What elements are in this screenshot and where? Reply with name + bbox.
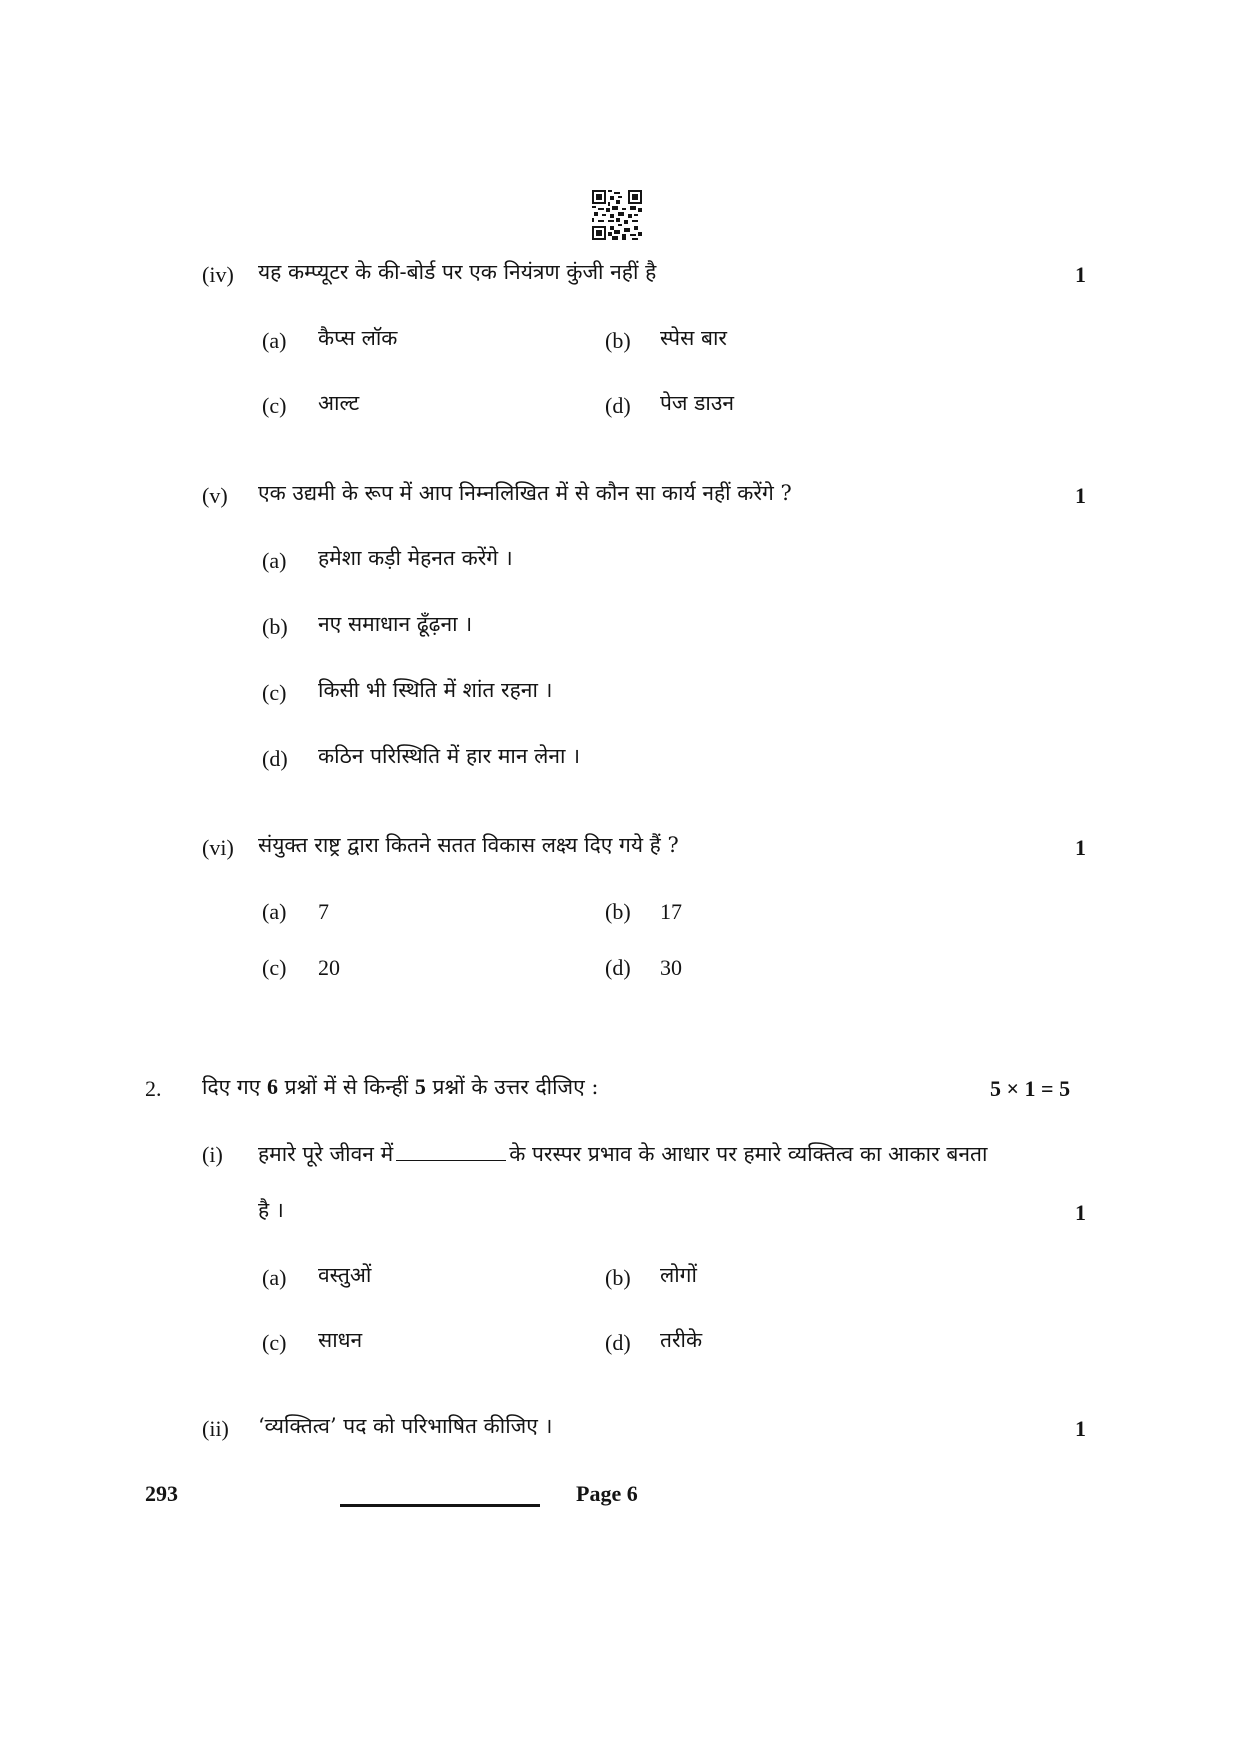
question-text: ‘व्यक्तित्व’ पद को परिभाषित कीजिए ।	[258, 1414, 553, 1438]
question-marks: 1	[1075, 1416, 1086, 1441]
option-text: आल्ट	[318, 391, 360, 415]
question-number: (vi)	[202, 835, 234, 860]
footer-divider	[340, 1504, 540, 1507]
question-text: एक उद्यमी के रूप में आप निम्नलिखित में से कौन सा कार्य नहीं करेंगे ?	[258, 481, 792, 505]
option-label: (c)	[262, 955, 287, 980]
option-text: पेज डाउन	[660, 391, 735, 415]
option-text: 7	[318, 899, 329, 924]
question-text-continued: है ।	[258, 1198, 284, 1222]
question-number: (i)	[202, 1142, 223, 1167]
question-number: (v)	[202, 483, 228, 508]
page-number: Page 6	[576, 1481, 638, 1506]
question-marks: 1	[1075, 835, 1086, 860]
option-text: वस्तुओं	[318, 1263, 372, 1287]
option-label: (b)	[605, 1265, 631, 1290]
option-label: (b)	[605, 328, 631, 353]
option-label: (a)	[262, 899, 287, 924]
qr-code	[592, 190, 642, 240]
option-label: (d)	[605, 393, 631, 418]
option-label: (c)	[262, 680, 287, 705]
option-label: (a)	[262, 1265, 287, 1290]
option-text: किसी भी स्थिति में शांत रहना ।	[318, 678, 553, 702]
option-text: लोगों	[660, 1263, 697, 1287]
fill-in-blank	[396, 1142, 506, 1161]
question-marks: 1	[1075, 262, 1086, 287]
option-text: कठिन परिस्थिति में हार मान लेना ।	[318, 744, 581, 768]
question-instruction: दिए गए 6 प्रश्नों में से किन्हीं 5 प्रश्नों के उत्तर दीजिए :	[202, 1074, 599, 1099]
paper-code: 293	[145, 1481, 178, 1506]
option-label: (b)	[262, 614, 288, 639]
option-text: 30	[660, 955, 682, 980]
option-text: स्पेस बार	[660, 326, 727, 350]
option-text: नए समाधान ढूँढ़ना ।	[318, 612, 473, 636]
question-marks: 1	[1075, 1200, 1086, 1225]
option-label: (d)	[605, 955, 631, 980]
option-text: 20	[318, 955, 340, 980]
option-label: (c)	[262, 393, 287, 418]
option-label: (a)	[262, 328, 287, 353]
option-label: (b)	[605, 899, 631, 924]
option-text: कैप्स लॉक	[318, 326, 398, 350]
option-label: (d)	[262, 746, 288, 771]
question-number: (ii)	[202, 1416, 229, 1441]
option-text: साधन	[318, 1328, 363, 1352]
question-number: (iv)	[202, 262, 234, 287]
option-label: (c)	[262, 1330, 287, 1355]
question-text: संयुक्त राष्ट्र द्वारा कितने सतत विकास लक्ष्य दिए गये हैं ?	[258, 833, 679, 857]
option-label: (a)	[262, 548, 287, 573]
question-marks: 1	[1075, 483, 1086, 508]
question-marks: 5 × 1 = 5	[990, 1076, 1071, 1101]
question-text: हमारे पूरे जीवन में के परस्पर प्रभाव के आधार पर हमारे व्यक्तित्व का आकार बनता	[258, 1142, 988, 1166]
option-text: तरीके	[660, 1328, 703, 1352]
question-number: 2.	[145, 1076, 162, 1101]
option-text: 17	[660, 899, 682, 924]
option-label: (d)	[605, 1330, 631, 1355]
option-text: हमेशा कड़ी मेहनत करेंगे ।	[318, 546, 513, 570]
question-text: यह कम्प्यूटर के की-बोर्ड पर एक नियंत्रण कुंजी नहीं है	[258, 260, 657, 284]
